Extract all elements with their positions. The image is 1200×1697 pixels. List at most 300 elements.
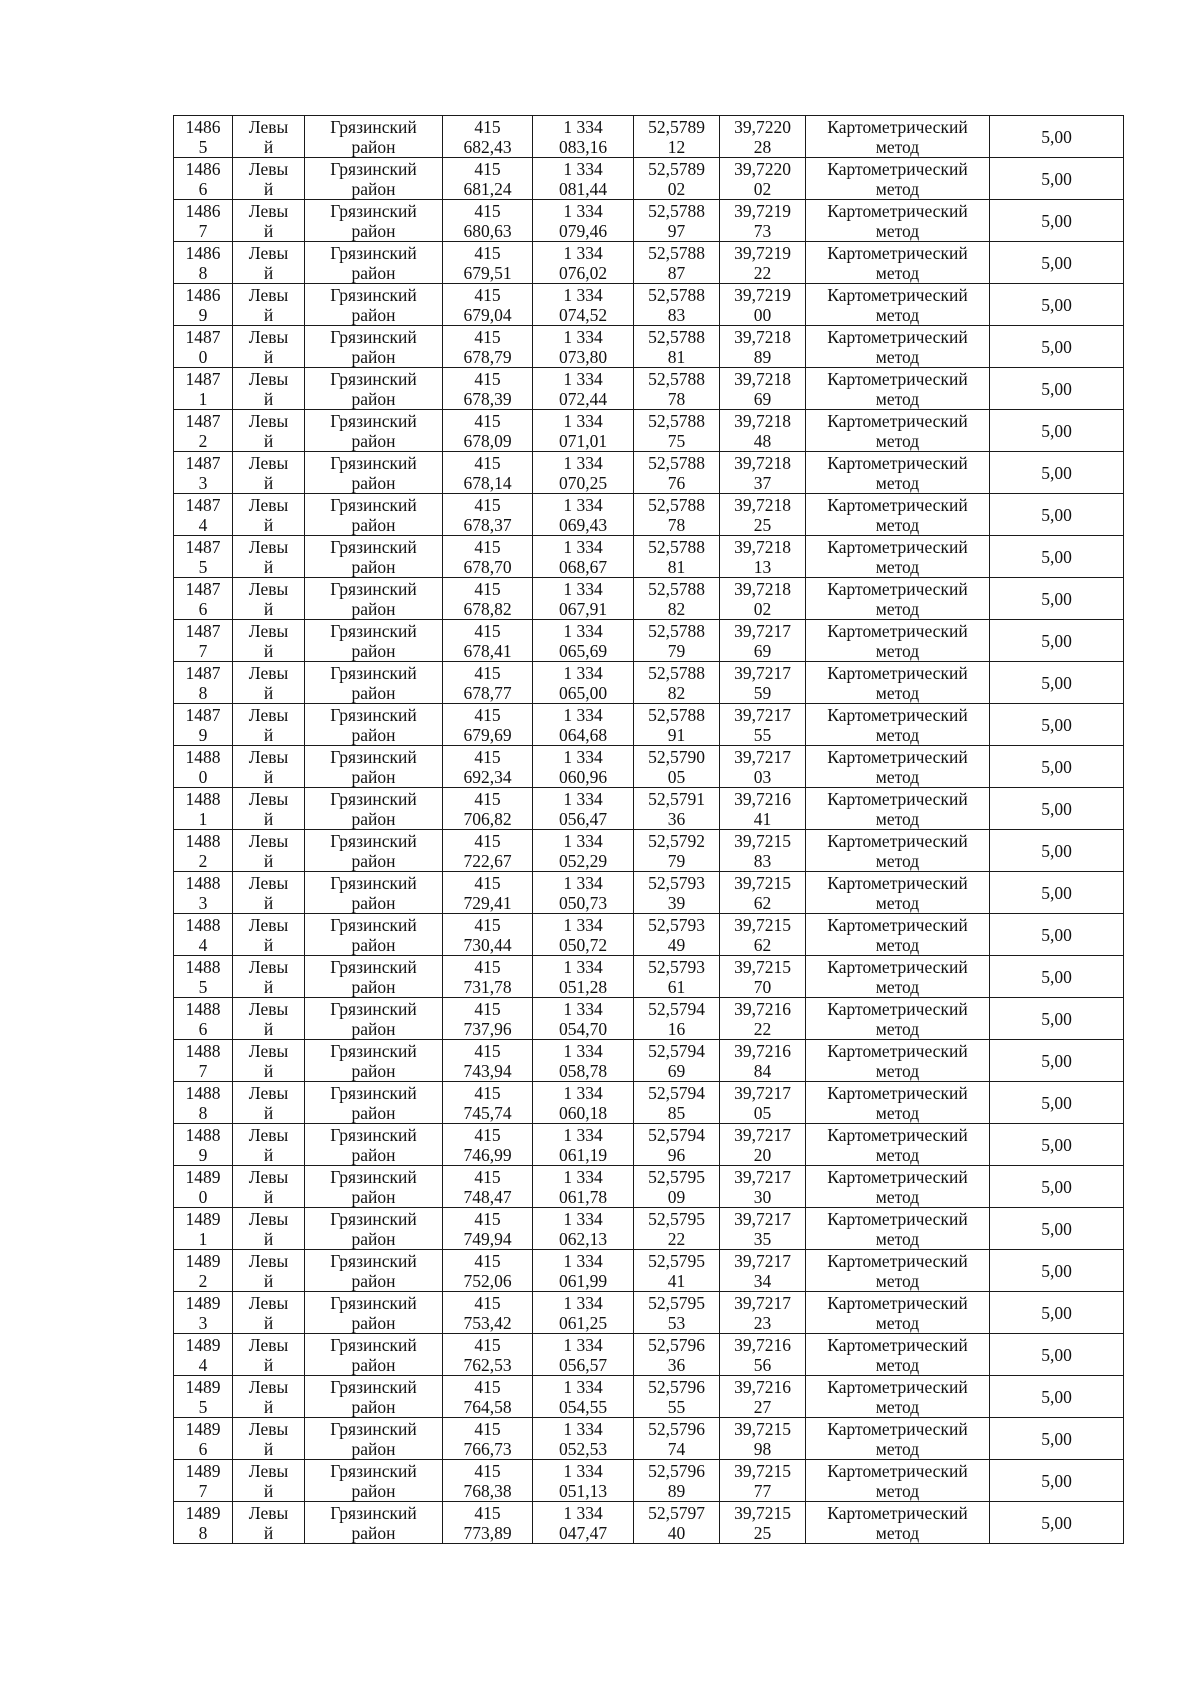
cell-text: 415 [474,1334,501,1355]
cell-text: 81 [667,346,686,367]
cell-text: район [351,1186,396,1207]
x-coordinate-cell [443,1376,533,1418]
cell-text: метод [875,178,920,199]
cell-text: й [263,682,274,703]
cell-text: 1 334 [563,200,603,221]
accuracy-cell [990,1292,1124,1334]
cell-text: 5,00 [1041,1302,1072,1323]
cell-text: Грязинский [330,1418,417,1439]
cell-text: 749,94 [463,1228,512,1249]
cell-text: район [351,178,396,199]
cell-text: метод [875,1144,920,1165]
latitude-cell [634,704,720,746]
cell-text: 9 [198,724,208,745]
accuracy-cell [990,914,1124,956]
x-coordinate-cell [443,872,533,914]
cell-text: 39,7216 [734,1376,791,1397]
cell-text: метод [875,976,920,997]
method-cell [806,830,990,872]
cell-text: Левы [248,116,289,137]
cell-text: 52,5789 [648,158,705,179]
table-row [174,158,1124,200]
longitude-cell [720,284,806,326]
cell-text: Картометрический [827,1040,968,1061]
cell-text: 05 [753,1102,772,1123]
cell-text: 5,00 [1041,1260,1072,1281]
cell-text: метод [875,1480,920,1501]
method-cell [806,1292,990,1334]
cell-text: й [263,514,274,535]
y-coordinate-cell [533,1040,634,1082]
district-cell [305,1250,443,1292]
district-cell [305,1292,443,1334]
district-cell [305,158,443,200]
cell-text: 768,38 [463,1480,512,1501]
cell-text: Левы [248,242,289,263]
cell-text: й [263,346,274,367]
latitude-cell [634,662,720,704]
cell-text: й [263,472,274,493]
cell-text: Грязинский [330,1376,417,1397]
cell-text: 7 [198,640,208,661]
method-cell [806,1040,990,1082]
cell-text: 679,51 [463,262,512,283]
cell-text: Картометрический [827,998,968,1019]
table-row [174,410,1124,452]
cell-text: Грязинский [330,494,417,515]
bank-side-cell [233,578,305,620]
longitude-cell [720,494,806,536]
cell-text: Картометрический [827,242,968,263]
bank-side-cell [233,242,305,284]
cell-text: 1 [198,808,208,829]
cell-text: 2 [198,1270,208,1291]
cell-text: 39,7217 [734,620,791,641]
cell-text: 3 [198,472,208,493]
cell-text: Картометрический [827,578,968,599]
table-row [174,1460,1124,1502]
district-cell [305,1208,443,1250]
method-cell [806,998,990,1040]
cell-text: 1 334 [563,872,603,893]
cell-text: район [351,934,396,955]
longitude-cell [720,872,806,914]
latitude-cell [634,746,720,788]
cell-text: 61 [667,976,686,997]
cell-text: 48 [753,430,772,451]
cell-text: й [263,388,274,409]
cell-text: 52,5796 [648,1334,705,1355]
y-coordinate-cell [533,158,634,200]
cell-text: 41 [667,1270,686,1291]
longitude-cell [720,1166,806,1208]
cell-text: й [263,1186,274,1207]
cell-text: 5,00 [1041,1008,1072,1029]
cell-text: 1487 [185,410,221,431]
cell-text: 6 [198,178,208,199]
cell-text: 84 [753,1060,772,1081]
cell-text: 52,5796 [648,1376,705,1397]
cell-text: 39,7217 [734,746,791,767]
cell-text: Грязинский [330,242,417,263]
cell-text: 52,5789 [648,116,705,137]
x-coordinate-cell [443,1418,533,1460]
cell-text: й [263,724,274,745]
cell-text: 20 [753,1144,772,1165]
cell-text: 415 [474,872,501,893]
cell-text: 28 [753,136,772,157]
table-row [174,662,1124,704]
accuracy-cell [990,1082,1124,1124]
cell-text: 7 [198,220,208,241]
cell-text: Левы [248,704,289,725]
cell-text: 752,06 [463,1270,512,1291]
y-coordinate-cell [533,1250,634,1292]
cell-text: 40 [667,1522,686,1543]
cell-text: 52,5793 [648,872,705,893]
cell-text: 39,7217 [734,662,791,683]
cell-text: 52,5788 [648,494,705,515]
cell-text: 39,7215 [734,956,791,977]
cell-text: 39,7220 [734,116,791,137]
latitude-cell [634,158,720,200]
cell-text: 52,5788 [648,578,705,599]
longitude-cell [720,158,806,200]
cell-text: 1 334 [563,914,603,935]
cell-text: 52,5794 [648,1040,705,1061]
table-row [174,284,1124,326]
cell-text: Картометрический [827,158,968,179]
cell-text: 1487 [185,578,221,599]
point-number-cell [174,1502,233,1544]
accuracy-cell [990,326,1124,368]
cell-text: Левы [248,200,289,221]
bank-side-cell [233,1460,305,1502]
cell-text: 79 [667,850,686,871]
point-number-cell [174,452,233,494]
x-coordinate-cell [443,1502,533,1544]
cell-text: 5,00 [1041,294,1072,315]
bank-side-cell [233,914,305,956]
cell-text: 678,09 [463,430,512,451]
district-cell [305,872,443,914]
longitude-cell [720,1376,806,1418]
cell-text: 079,46 [558,220,608,241]
accuracy-cell [990,242,1124,284]
cell-text: 59 [753,682,772,703]
latitude-cell [634,1418,720,1460]
method-cell [806,452,990,494]
cell-text: й [263,850,274,871]
cell-text: 071,01 [558,430,608,451]
longitude-cell [720,1250,806,1292]
cell-text: й [263,640,274,661]
table-row [174,746,1124,788]
y-coordinate-cell [533,368,634,410]
cell-text: метод [875,304,920,325]
cell-text: Левы [248,452,289,473]
cell-text: 1488 [185,788,221,809]
cell-text: Картометрический [827,662,968,683]
cell-text: район [351,892,396,913]
cell-text: 39 [667,892,686,913]
cell-text: метод [875,682,920,703]
cell-text: й [263,598,274,619]
cell-text: Левы [248,368,289,389]
cell-text: 415 [474,452,501,473]
cell-text: 1 334 [563,452,603,473]
cell-text: 52,5788 [648,368,705,389]
longitude-cell [720,410,806,452]
y-coordinate-cell [533,578,634,620]
district-cell [305,368,443,410]
cell-text: 1489 [185,1292,221,1313]
district-cell [305,410,443,452]
cell-text: 1487 [185,620,221,641]
y-coordinate-cell [533,1460,634,1502]
cell-text: 55 [667,1396,686,1417]
cell-text: Левы [248,746,289,767]
district-cell [305,452,443,494]
cell-text: район [351,388,396,409]
cell-text: 1 [198,1228,208,1249]
cell-text: 415 [474,662,501,683]
cell-text: 678,39 [463,388,512,409]
cell-text: 23 [753,1312,772,1333]
bank-side-cell [233,1208,305,1250]
accuracy-cell [990,578,1124,620]
cell-text: 706,82 [463,808,512,829]
bank-side-cell [233,200,305,242]
x-coordinate-cell [443,788,533,830]
cell-text: Картометрический [827,452,968,473]
cell-text: 1488 [185,746,221,767]
cell-text: 052,53 [558,1438,608,1459]
cell-text: Грязинский [330,1334,417,1355]
cell-text: район [351,304,396,325]
cell-text: район [351,1438,396,1459]
cell-text: 52,5793 [648,956,705,977]
cell-text: 722,67 [463,850,512,871]
district-cell [305,746,443,788]
cell-text: Левы [248,1292,289,1313]
accuracy-cell [990,536,1124,578]
accuracy-cell [990,998,1124,1040]
longitude-cell [720,1124,806,1166]
y-coordinate-cell [533,1208,634,1250]
cell-text: метод [875,346,920,367]
cell-text: Картометрический [827,326,968,347]
cell-text: 5,00 [1041,588,1072,609]
longitude-cell [720,200,806,242]
bank-side-cell [233,1124,305,1166]
district-cell [305,662,443,704]
cell-text: 39,7218 [734,494,791,515]
x-coordinate-cell [443,914,533,956]
cell-text: 5 [198,1396,208,1417]
cell-text: Левы [248,788,289,809]
cell-text: Грязинский [330,914,417,935]
cell-text: 081,44 [558,178,608,199]
cell-text: 4 [198,514,208,535]
accuracy-cell [990,1460,1124,1502]
cell-text: район [351,262,396,283]
cell-text: район [351,1270,396,1291]
cell-text: 1 334 [563,704,603,725]
cell-text: 0 [198,346,208,367]
cell-text: 1488 [185,1082,221,1103]
cell-text: метод [875,1312,920,1333]
cell-text: 39,7218 [734,410,791,431]
longitude-cell [720,326,806,368]
cell-text: 415 [474,410,501,431]
method-cell [806,578,990,620]
cell-text: 1489 [185,1418,221,1439]
y-coordinate-cell [533,494,634,536]
x-coordinate-cell [443,494,533,536]
method-cell [806,956,990,998]
point-number-cell [174,1334,233,1376]
cell-text: 415 [474,704,501,725]
cell-text: 054,70 [558,1018,608,1039]
method-cell [806,914,990,956]
cell-text: 681,24 [463,178,512,199]
cell-text: 5,00 [1041,798,1072,819]
accuracy-cell [990,1502,1124,1544]
latitude-cell [634,1250,720,1292]
cell-text: Левы [248,1124,289,1145]
cell-text: й [263,1438,274,1459]
longitude-cell [720,368,806,410]
cell-text: 5,00 [1041,1134,1072,1155]
cell-text: 1487 [185,494,221,515]
latitude-cell [634,1040,720,1082]
cell-text: район [351,1102,396,1123]
district-cell [305,536,443,578]
cell-text: Картометрический [827,368,968,389]
cell-text: 1486 [185,116,221,137]
longitude-cell [720,830,806,872]
cell-text: Грязинский [330,1040,417,1061]
cell-text: й [263,304,274,325]
cell-text: 1487 [185,704,221,725]
y-coordinate-cell [533,830,634,872]
cell-text: 97 [667,220,686,241]
point-number-cell [174,1124,233,1166]
point-number-cell [174,1208,233,1250]
cell-text: 1 334 [563,1166,603,1187]
cell-text: 52,5788 [648,410,705,431]
cell-text: 39,7218 [734,536,791,557]
cell-text: Картометрический [827,872,968,893]
cell-text: 39,7215 [734,1460,791,1481]
cell-text: 056,57 [558,1354,608,1375]
cell-text: Левы [248,1460,289,1481]
bank-side-cell [233,704,305,746]
method-cell [806,1082,990,1124]
y-coordinate-cell [533,914,634,956]
accuracy-cell [990,368,1124,410]
cell-text: й [263,262,274,283]
cell-text: 5,00 [1041,1218,1072,1239]
latitude-cell [634,788,720,830]
cell-text: 1 334 [563,620,603,641]
bank-side-cell [233,1082,305,1124]
cell-text: Грязинский [330,326,417,347]
cell-text: 678,41 [463,640,512,661]
latitude-cell [634,1208,720,1250]
accuracy-cell [990,116,1124,158]
cell-text: 074,52 [558,304,608,325]
cell-text: метод [875,892,920,913]
cell-text: 746,99 [463,1144,512,1165]
table-body [174,116,1124,1544]
latitude-cell [634,410,720,452]
point-number-cell [174,662,233,704]
point-number-cell [174,1418,233,1460]
method-cell [806,704,990,746]
cell-text: метод [875,640,920,661]
cell-text: 5,00 [1041,630,1072,651]
cell-text: район [351,976,396,997]
cell-text: 1489 [185,1460,221,1481]
accuracy-cell [990,1334,1124,1376]
cell-text: 03 [753,766,772,787]
cell-text: 764,58 [463,1396,512,1417]
cell-text: й [263,430,274,451]
table-row [174,1082,1124,1124]
cell-text: 82 [667,682,686,703]
cell-text: й [263,1270,274,1291]
cell-text: 415 [474,830,501,851]
cell-text: Левы [248,998,289,1019]
accuracy-cell [990,1124,1124,1166]
point-number-cell [174,1292,233,1334]
cell-text: й [263,178,274,199]
cell-text: Грязинский [330,620,417,641]
cell-text: Грязинский [330,1166,417,1187]
cell-text: Картометрический [827,1502,968,1523]
longitude-cell [720,662,806,704]
cell-text: 729,41 [463,892,512,913]
bank-side-cell [233,326,305,368]
cell-text: 730,44 [463,934,512,955]
cell-text: Грязинский [330,158,417,179]
cell-text: 52,5792 [648,830,705,851]
point-number-cell [174,746,233,788]
x-coordinate-cell [443,284,533,326]
x-coordinate-cell [443,578,533,620]
cell-text: 78 [667,514,686,535]
bank-side-cell [233,998,305,1040]
cell-text: 679,69 [463,724,512,745]
cell-text: Левы [248,1250,289,1271]
longitude-cell [720,242,806,284]
cell-text: 37 [753,472,772,493]
cell-text: 52,5795 [648,1208,705,1229]
x-coordinate-cell [443,326,533,368]
point-number-cell [174,704,233,746]
cell-text: метод [875,1396,920,1417]
cell-text: Левы [248,1208,289,1229]
cell-text: 62 [753,892,772,913]
table-row [174,872,1124,914]
cell-text: 054,55 [558,1396,608,1417]
cell-text: 39,7216 [734,1334,791,1355]
cell-text: 678,77 [463,682,512,703]
cell-text: район [351,640,396,661]
cell-text: 064,68 [558,724,608,745]
